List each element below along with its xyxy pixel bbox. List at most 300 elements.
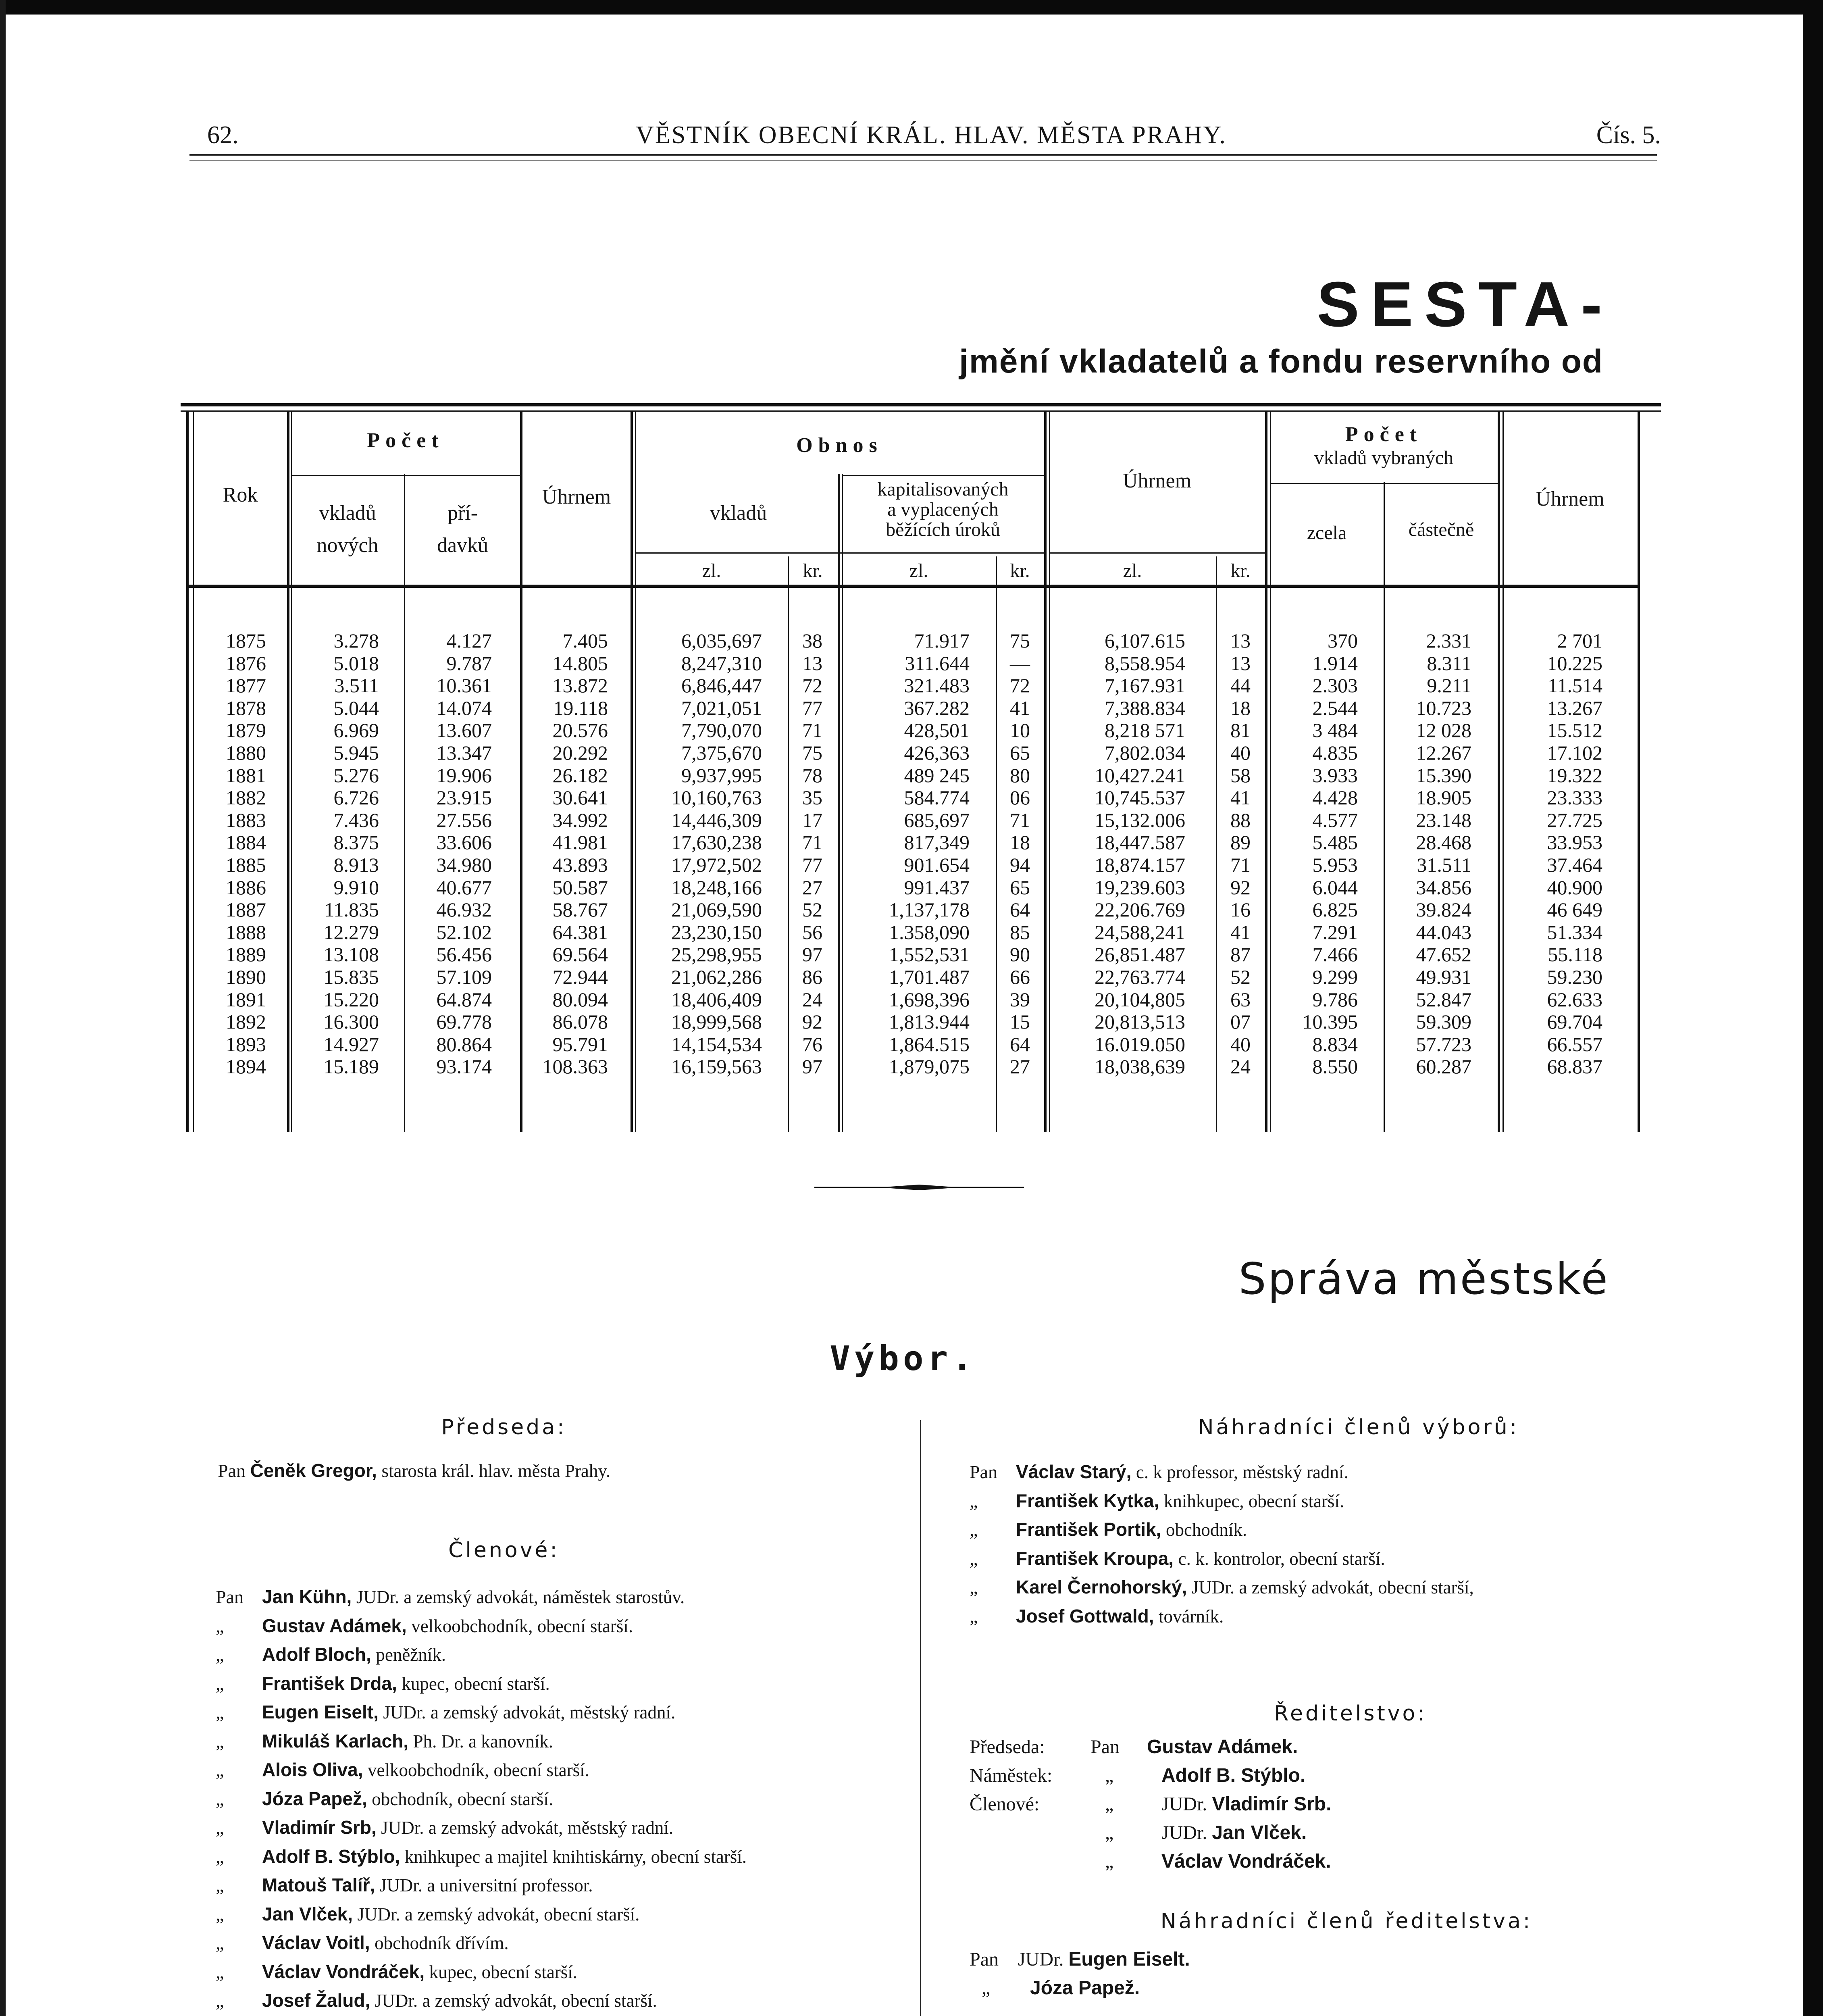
cell-rok: 1883 <box>226 808 266 831</box>
cell-uhrnem-zl: 24,588,241 <box>1095 921 1185 943</box>
cell-uroky-zl: 489 245 <box>904 764 970 787</box>
cell-uroky-kr: 66 <box>1010 965 1030 988</box>
header-rule <box>1270 483 1498 484</box>
cell-castecne: 31.511 <box>1417 853 1471 876</box>
cell-uhrnem-kr: 52 <box>1230 965 1251 988</box>
member-entry <box>216 1871 747 1900</box>
cell-uroky-zl: 428,501 <box>904 719 970 742</box>
cell-vklady-zl: 17,972,502 <box>671 853 762 876</box>
cell-uhrnem-kr: 81 <box>1230 719 1251 742</box>
member-prefix: „ <box>216 1990 224 2011</box>
cell-uhrnem-kr: 58 <box>1230 764 1251 787</box>
column-uhrnem-kr <box>1218 630 1263 1078</box>
column-vklady-zl <box>637 630 762 1078</box>
cell-castecne: 59.309 <box>1416 1010 1471 1033</box>
cell-zcela: 3.933 <box>1312 764 1358 787</box>
member-entry <box>970 1602 1474 1631</box>
cell-uhrnem-kr: 71 <box>1230 853 1251 876</box>
column-uhrnem-zl <box>1052 630 1185 1078</box>
member-name: Eugen Eiselt. <box>1068 1949 1190 1970</box>
cell-zcela: 2.303 <box>1312 674 1358 697</box>
unit-kr: kr. <box>1010 560 1030 581</box>
col-line <box>404 474 405 1132</box>
cell-uhrnem-vybranych: 19.322 <box>1547 764 1602 787</box>
cell-uhrnem-pocet: 80.094 <box>552 988 608 1011</box>
cell-uhrnem-pocet: 19.118 <box>553 696 608 719</box>
cell-uroky-zl: 1.358,090 <box>889 921 970 943</box>
cell-vklady-kr: 56 <box>802 921 822 943</box>
member-name: Jan Vlček. <box>1212 1822 1307 1843</box>
cell-uhrnem-vybranych: 55.118 <box>1548 943 1602 966</box>
unit-kr: kr. <box>803 560 823 581</box>
nahradnik-entry <box>970 1948 1190 1970</box>
header-uroku: běžících úroků <box>886 519 1000 540</box>
header-pri: pří- <box>447 502 478 525</box>
cell-uhrnem-zl: 20,813,513 <box>1095 1010 1185 1033</box>
cell-vklady-nove: 5.945 <box>333 741 379 764</box>
cell-castecne: 34.856 <box>1416 876 1471 899</box>
cell-uhrnem-kr: 44 <box>1230 674 1251 697</box>
cell-uhrnem-vybranych: 69.704 <box>1547 1010 1602 1033</box>
cell-uhrnem-vybranych: 62.633 <box>1547 988 1602 1011</box>
cell-uroky-zl: 71.917 <box>914 629 970 652</box>
cell-uhrnem-zl: 8,218 571 <box>1105 719 1185 742</box>
cell-uhrnem-kr: 40 <box>1230 741 1251 764</box>
column-separator <box>920 1420 921 2016</box>
page-number: 62. <box>207 121 239 149</box>
cell-vklady-kr: 97 <box>802 1055 822 1078</box>
cell-vklady-zl: 7,021,051 <box>681 696 762 719</box>
member-name: Eugen Eiselt, <box>262 1702 379 1722</box>
col-line <box>1503 410 1504 1132</box>
cell-castecne: 44.043 <box>1416 921 1471 943</box>
nahradnik-entry <box>970 1977 1140 1999</box>
cell-vklady-zl: 7,790,070 <box>681 719 762 742</box>
cell-rok: 1875 <box>226 629 266 652</box>
cell-uhrnem-zl: 20,104,805 <box>1095 988 1185 1011</box>
cell-vklady-nove: 3.511 <box>334 674 379 697</box>
cell-uroky-kr: 72 <box>1010 674 1030 697</box>
col-line <box>631 410 633 1132</box>
member-desc: obchodník, obecní starší. <box>372 1789 554 1809</box>
cell-uroky-kr: 64 <box>1010 898 1030 921</box>
cell-vklady-zl: 8,247,310 <box>681 652 762 675</box>
cell-uhrnem-pocet: 86.078 <box>552 1010 608 1033</box>
cell-vklady-kr: 77 <box>802 853 822 876</box>
cell-castecne: 52.847 <box>1416 988 1471 1011</box>
cell-vklady-nove: 9.910 <box>333 876 379 899</box>
unit-zl: zl. <box>1123 560 1142 581</box>
cell-uhrnem-zl: 7,167.931 <box>1105 674 1185 697</box>
member-name: Józa Papež, <box>262 1788 367 1809</box>
reditelstvo-entry <box>970 1850 1331 1872</box>
member-entry <box>216 1669 747 1698</box>
member-prefix: Pan <box>970 1462 997 1482</box>
cell-uhrnem-vybranych: 37.464 <box>1547 853 1602 876</box>
cell-vklady-nove: 3.278 <box>333 629 379 652</box>
member-prefix: Pan <box>216 1587 243 1607</box>
nahradnici-vyboru-list <box>970 1458 1474 1631</box>
cell-vklady-nove: 5.018 <box>333 652 379 675</box>
member-name: Matouš Talíř, <box>262 1874 375 1895</box>
member-desc: obchodník. <box>1165 1520 1247 1540</box>
cell-vklady-kr: 24 <box>802 988 822 1011</box>
cell-uroky-kr: — <box>1010 652 1030 675</box>
cell-uhrnem-zl: 18,874.157 <box>1095 853 1185 876</box>
member-name: Gustav Adámek. <box>1147 1736 1298 1758</box>
cell-uhrnem-zl: 7,388.834 <box>1105 696 1185 719</box>
cell-pridavky: 56.456 <box>436 943 492 966</box>
cell-castecne: 10.723 <box>1416 696 1471 719</box>
role-label: Členové: <box>970 1793 1040 1815</box>
column-zcela <box>1273 630 1358 1078</box>
header-rule <box>189 154 1657 156</box>
cell-uhrnem-kr: 89 <box>1230 831 1251 854</box>
member-desc: JUDr. a universitní professor. <box>379 1875 593 1895</box>
member-desc: c. k. kontrolor, obecní starší. <box>1178 1548 1385 1569</box>
cell-zcela: 4.428 <box>1312 786 1358 809</box>
member-desc: obchodník dřívím. <box>375 1933 509 1953</box>
col-line <box>1265 410 1267 1132</box>
cell-uroky-kr: 85 <box>1010 921 1030 943</box>
cell-uroky-kr: 71 <box>1010 808 1030 831</box>
cell-uhrnem-kr: 07 <box>1230 1010 1251 1033</box>
member-name: Józa Papež. <box>1030 1977 1140 1999</box>
cell-rok: 1893 <box>226 1033 266 1056</box>
column-uroky-kr <box>998 630 1042 1078</box>
cell-uhrnem-zl: 18,038,639 <box>1095 1055 1185 1078</box>
header-davku: davků <box>437 534 489 557</box>
cell-zcela: 7.291 <box>1312 921 1358 943</box>
column-uhrnem-pocet <box>523 630 608 1078</box>
role-label: Předseda: <box>970 1736 1045 1758</box>
member-entry <box>216 1900 747 1929</box>
cell-uhrnem-kr: 13 <box>1230 652 1251 675</box>
unit-zl: zl. <box>702 560 721 581</box>
cell-castecne: 8.311 <box>1427 652 1471 675</box>
cell-vklady-nove: 16.300 <box>323 1010 379 1033</box>
cell-uhrnem-zl: 22,206.769 <box>1095 898 1185 921</box>
cell-uhrnem-kr: 88 <box>1230 808 1251 831</box>
cell-zcela: 370 <box>1328 629 1358 652</box>
cell-pridavky: 27.556 <box>436 808 492 831</box>
col-line <box>1270 410 1271 1132</box>
cell-uhrnem-vybranych: 68.837 <box>1547 1055 1602 1078</box>
cell-pridavky: 52.102 <box>436 921 492 943</box>
cell-rok: 1892 <box>226 1010 266 1033</box>
cell-pridavky: 34.980 <box>436 853 492 876</box>
member-prefix: „ <box>970 1577 978 1597</box>
reditelstvo-entry <box>970 1822 1307 1844</box>
cell-pridavky: 33.606 <box>436 831 492 854</box>
cell-vklady-kr: 38 <box>802 629 822 652</box>
cell-uroky-zl: 311.644 <box>905 652 970 675</box>
header-rule <box>842 475 1044 476</box>
cell-vklady-nove: 15.835 <box>323 965 379 988</box>
cell-pridavky: 9.787 <box>446 652 492 675</box>
column-vklady-kr <box>790 630 835 1078</box>
cell-vklady-zl: 6,846,447 <box>681 674 762 697</box>
member-name: Vladimír Srb. <box>1212 1793 1332 1815</box>
table-border-left-inner <box>193 410 194 1132</box>
reditelstvo-entry <box>970 1764 1305 1787</box>
member-entry <box>216 1958 747 1987</box>
member-desc: velkoobchodník, obecní starší. <box>368 1760 589 1780</box>
cell-uroky-zl: 367.282 <box>904 696 970 719</box>
member-desc: c. k professor, městský radní. <box>1136 1462 1349 1482</box>
cell-vklady-zl: 10,160,763 <box>671 786 762 809</box>
scan-border-top <box>0 0 1823 15</box>
cell-pridavky: 64.874 <box>436 988 492 1011</box>
cell-vklady-zl: 6,035,697 <box>681 629 762 652</box>
header-uhrnem-vybranych: Úhrnem <box>1536 487 1604 510</box>
cell-uroky-kr: 27 <box>1010 1055 1030 1078</box>
col-line <box>788 556 789 1132</box>
cell-uhrnem-vybranych: 13.267 <box>1547 696 1602 719</box>
cell-uhrnem-vybranych: 10.225 <box>1547 652 1602 675</box>
cell-uroky-kr: 94 <box>1010 853 1030 876</box>
cell-zcela: 6.044 <box>1312 876 1358 899</box>
cell-uhrnem-pocet: 64.381 <box>552 921 608 943</box>
member-name: Adolf B. Stýblo, <box>262 1845 400 1867</box>
member-name: Josef Žalud, <box>262 1990 370 2011</box>
member-desc: JUDr. a zemský advokát, městský radní. <box>383 1702 676 1722</box>
cell-vklady-kr: 77 <box>802 696 822 719</box>
member-entry <box>216 1756 747 1785</box>
table-border-left <box>186 410 189 1132</box>
member-prefix: „ <box>970 1548 978 1569</box>
section-title: SESTA- <box>1317 269 1613 340</box>
cell-vklady-nove: 11.835 <box>324 898 379 921</box>
cell-uroky-kr: 06 <box>1010 786 1030 809</box>
cell-uhrnem-zl: 18,447.587 <box>1095 831 1185 854</box>
cell-vklady-zl: 18,248,166 <box>671 876 762 899</box>
cell-uroky-kr: 65 <box>1010 876 1030 899</box>
member-prefix: „ <box>216 1760 224 1780</box>
scan-border-left <box>0 0 6 2016</box>
member-entry <box>216 1698 747 1727</box>
cell-uhrnem-vybranych: 23.333 <box>1547 786 1602 809</box>
cell-rok: 1881 <box>226 764 266 787</box>
journal-title: VĚSTNÍK OBECNÍ KRÁL. HLAV. MĚSTA PRAHY. <box>636 121 1227 149</box>
member-prefix: Pan <box>970 1949 999 1970</box>
reditelstvo-entry <box>970 1793 1331 1815</box>
cell-pridavky: 19.906 <box>436 764 492 787</box>
cell-rok: 1882 <box>226 786 266 809</box>
cell-rok: 1890 <box>226 965 266 988</box>
cell-zcela: 2.544 <box>1312 696 1358 719</box>
cell-vklady-kr: 27 <box>802 876 822 899</box>
cell-vklady-zl: 9,937,995 <box>681 764 762 787</box>
cell-rok: 1885 <box>226 853 266 876</box>
member-entry <box>970 1544 1474 1573</box>
cell-zcela: 4.835 <box>1312 741 1358 764</box>
cell-rok: 1884 <box>226 831 266 854</box>
cell-uhrnem-pocet: 95.791 <box>552 1033 608 1056</box>
cell-castecne: 12 028 <box>1416 719 1471 742</box>
cell-uhrnem-kr: 16 <box>1230 898 1251 921</box>
member-entry <box>216 1727 747 1756</box>
header-vkladu: vkladů <box>319 502 376 525</box>
cell-vklady-kr: 13 <box>802 652 822 675</box>
cell-castecne: 12.267 <box>1416 741 1471 764</box>
member-entry <box>216 1583 747 1612</box>
cell-castecne: 23.148 <box>1416 808 1471 831</box>
header-rule <box>635 552 1044 554</box>
member-prefix: „ <box>1105 1765 1114 1786</box>
cell-uroky-kr: 65 <box>1010 741 1030 764</box>
cell-rok: 1876 <box>226 652 266 675</box>
table-top-rule <box>181 403 1661 406</box>
member-name: Alois Oliva, <box>262 1759 363 1780</box>
cell-uhrnem-pocet: 26.182 <box>552 764 608 787</box>
member-desc: JUDr. a zemský advokát, obecní starší. <box>357 1904 640 1924</box>
column-uroky-zl <box>845 630 970 1078</box>
cell-pridavky: 23.915 <box>436 786 492 809</box>
cell-vklady-zl: 21,062,286 <box>671 965 762 988</box>
member-desc: JUDr. a zemský advokát, náměstek starostův. <box>356 1587 685 1607</box>
header-rule <box>1049 552 1265 554</box>
table-top-rule-thin <box>181 410 1661 412</box>
cell-uhrnem-kr: 63 <box>1230 988 1251 1011</box>
col-line <box>1044 410 1047 1132</box>
member-entry <box>216 1785 747 1814</box>
member-name: Václav Vondráček, <box>262 1961 425 1982</box>
cell-zcela: 5.953 <box>1312 853 1358 876</box>
cell-vklady-kr: 92 <box>802 1010 822 1033</box>
cell-uhrnem-pocet: 72.944 <box>552 965 608 988</box>
cell-uroky-zl: 901.654 <box>904 853 970 876</box>
cell-uhrnem-vybranych: 40.900 <box>1547 876 1602 899</box>
cell-uhrnem-kr: 87 <box>1230 943 1251 966</box>
cell-vklady-nove: 6.969 <box>333 719 379 742</box>
cell-zcela: 1.914 <box>1312 652 1358 675</box>
unit-kr: kr. <box>1230 560 1251 581</box>
col-line <box>996 556 997 1132</box>
section-subtitle: jmění vkladatelů a fondu reservního od <box>959 343 1603 380</box>
header-uhrnem: Úhrnem <box>542 485 611 508</box>
cell-uhrnem-pocet: 69.564 <box>552 943 608 966</box>
cell-rok: 1878 <box>226 696 266 719</box>
member-prefix: „ <box>982 1977 991 1999</box>
member-prefix: „ <box>216 1875 224 1895</box>
cell-uhrnem-kr: 40 <box>1230 1033 1251 1056</box>
cell-uroky-zl: 1,879,075 <box>889 1055 970 1078</box>
cell-zcela: 5.485 <box>1312 831 1358 854</box>
member-entry <box>216 1842 747 1871</box>
cell-pridavky: 14.074 <box>436 696 492 719</box>
cell-uhrnem-zl: 26,851.487 <box>1095 943 1185 966</box>
member-name: Adolf Bloch, <box>262 1644 371 1665</box>
cell-castecne: 57.723 <box>1416 1033 1471 1056</box>
member-prefix: „ <box>216 1904 224 1924</box>
clenove-heading: Členové: <box>448 1538 560 1562</box>
member-entry <box>970 1515 1474 1544</box>
member-entry <box>216 1986 747 2015</box>
issue-number: Čís. 5. <box>1596 121 1661 149</box>
cell-rok: 1891 <box>226 988 266 1011</box>
reditelstvo-entry <box>970 1736 1298 1758</box>
cell-castecne: 2.331 <box>1426 629 1471 652</box>
col-line <box>1384 482 1385 1132</box>
cell-uhrnem-zl: 10,427.241 <box>1095 764 1185 787</box>
header-vyplacenych: a vyplacených <box>887 499 999 520</box>
member-name: Adolf B. Stýblo. <box>1161 1765 1306 1786</box>
cell-vklady-kr: 35 <box>802 786 822 809</box>
member-name: Karel Černohorský, <box>1016 1577 1187 1597</box>
header-pocet: Počet <box>367 429 444 452</box>
nahradnici-vyboru-heading: Náhradníci členů výborů: <box>1198 1415 1519 1439</box>
member-prefix: „ <box>216 1817 224 1838</box>
member-entry <box>970 1458 1474 1487</box>
cell-vklady-zl: 14,154,534 <box>671 1033 762 1056</box>
cell-vklady-zl: 18,406,409 <box>671 988 762 1011</box>
cell-uhrnem-vybranych: 46 649 <box>1547 898 1602 921</box>
column-uhrnem-vybranych <box>1506 630 1602 1078</box>
cell-uhrnem-pocet: 34.992 <box>552 808 608 831</box>
cell-uhrnem-zl: 22,763.774 <box>1095 965 1185 988</box>
cell-pridavky: 80.864 <box>436 1033 492 1056</box>
member-title: JUDr. <box>1161 1822 1207 1843</box>
cell-uhrnem-kr: 13 <box>1230 629 1251 652</box>
cell-uhrnem-kr: 92 <box>1230 876 1251 899</box>
cell-uhrnem-pocet: 50.587 <box>552 876 608 899</box>
member-name: Václav Vondráček. <box>1161 1851 1331 1872</box>
header-kapitalisovanych: kapitalisovaných <box>877 479 1009 500</box>
member-prefix: „ <box>216 1615 224 1636</box>
cell-uroky-kr: 10 <box>1010 719 1030 742</box>
member-entry <box>970 1573 1474 1602</box>
cell-vklady-nove: 15.189 <box>323 1055 379 1078</box>
header-vkladu-vybranych: vkladů vybraných <box>1314 447 1454 469</box>
member-name: Gustav Adámek, <box>262 1615 407 1636</box>
cell-castecne: 49.931 <box>1416 965 1471 988</box>
cell-uhrnem-kr: 24 <box>1230 1055 1251 1078</box>
cell-vklady-kr: 17 <box>802 808 822 831</box>
cell-zcela: 9.786 <box>1312 988 1358 1011</box>
cell-uroky-kr: 41 <box>1010 696 1030 719</box>
member-prefix: „ <box>1105 1822 1114 1843</box>
cell-vklady-zl: 21,069,590 <box>671 898 762 921</box>
cell-vklady-nove: 13.108 <box>323 943 379 966</box>
cell-vklady-nove: 14.927 <box>323 1033 379 1056</box>
member-name: František Kroupa, <box>1016 1547 1174 1569</box>
cell-pridavky: 13.607 <box>436 719 492 742</box>
reditelstvo-heading: Ředitelstvo: <box>1274 1702 1427 1726</box>
predseda-name: Čeněk Gregor, <box>250 1460 377 1481</box>
cell-rok: 1894 <box>226 1055 266 1078</box>
cell-uhrnem-pocet: 43.893 <box>552 853 608 876</box>
cell-vklady-zl: 23,230,150 <box>671 921 762 943</box>
member-desc: továrník. <box>1158 1606 1224 1627</box>
cell-rok: 1886 <box>226 876 266 899</box>
cell-pridavky: 10.361 <box>436 674 492 697</box>
member-name: Václav Voitl, <box>262 1932 370 1953</box>
cell-vklady-nove: 15.220 <box>323 988 379 1011</box>
cell-uhrnem-zl: 6,107.615 <box>1105 629 1185 652</box>
member-desc: knihkupec, obecní starší. <box>1163 1491 1344 1511</box>
nahradnici-reditelstva-heading: Náhradníci členů ředitelstva: <box>1160 1909 1533 1933</box>
cell-vklady-zl: 18,999,568 <box>671 1010 762 1033</box>
cell-uhrnem-zl: 16.019.050 <box>1095 1033 1185 1056</box>
cell-castecne: 28.468 <box>1416 831 1471 854</box>
member-prefix: Pan <box>1090 1736 1120 1758</box>
cell-zcela: 10.395 <box>1302 1010 1358 1033</box>
cell-uhrnem-vybranych: 11.514 <box>1548 674 1602 697</box>
cell-uhrnem-vybranych: 27.725 <box>1547 808 1602 831</box>
cell-uroky-zl: 1,813.944 <box>889 1010 970 1033</box>
member-entry <box>970 1487 1474 1516</box>
